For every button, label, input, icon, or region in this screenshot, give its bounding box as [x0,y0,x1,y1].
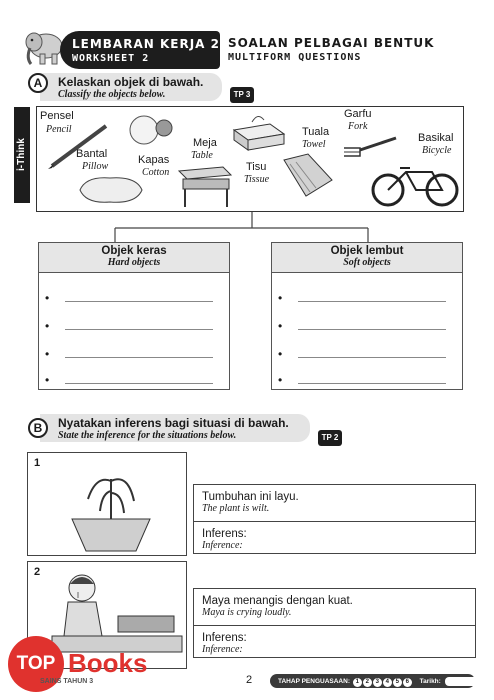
bullet: • [278,373,283,387]
object-label-en: Cotton [142,167,170,178]
inference-field[interactable] [194,626,475,657]
bullet: • [45,291,50,305]
answer-line[interactable] [298,383,446,384]
wilted-plant-icon [66,459,156,555]
hard-objects-box [38,242,230,390]
answer-line[interactable] [65,357,213,358]
object-label-en: Bicycle [422,145,452,156]
bullet: • [45,319,50,333]
inference-label: Inferens: [202,528,247,540]
level-circle[interactable]: 2 [363,678,372,687]
statement-text-en: Maya is crying loudly. [202,607,292,618]
object-label-en: Pencil [46,124,72,135]
situation-1-answer [193,484,476,554]
soft-objects-title-en: Soft objects [343,257,391,268]
topbooks-watermark [8,636,198,696]
mastery-bar [270,674,475,688]
statement-text-en: The plant is wilt. [202,503,270,514]
statement-row [194,485,475,522]
answer-line[interactable] [298,329,446,330]
inference-label-en: Inference: [202,540,243,551]
section-a-badge: A [28,73,48,93]
object-label: Garfu [344,108,372,120]
level-circle[interactable]: 4 [383,678,392,687]
watermark-top: TOP [8,636,64,692]
level-circle[interactable]: 1 [353,678,362,687]
bullet: • [278,319,283,333]
statement-text: Maya menangis dengan kuat. [202,595,353,607]
worksheet-title: LEMBARAN KERJA 2 [72,37,220,51]
date-label: Tarikh: [419,678,441,686]
bullet: • [45,347,50,361]
item-number: 2 [34,566,41,578]
bullet: • [45,373,50,387]
page-subtitle: SOALAN PELBAGAI BENTUK [228,36,435,50]
section-b-badge: B [28,418,48,438]
worksheet-title-en: WORKSHEET 2 [72,53,150,64]
object-label: Tisu [246,161,267,173]
section-b-header [40,414,310,442]
section-a-instruction: Kelaskan objek di bawah. [58,75,204,89]
mastery-label: TAHAP PENGUASAAN: [278,678,350,686]
bullet: • [278,291,283,305]
object-label: Bantal [76,148,108,160]
inference-field[interactable] [194,522,475,553]
answer-line[interactable] [65,329,213,330]
page-number: 2 [246,674,253,686]
bullet: • [278,347,283,361]
level-circle[interactable]: 5 [393,678,402,687]
answer-line[interactable] [65,301,213,302]
statement-row [194,589,475,626]
level-circle[interactable]: 3 [373,678,382,687]
object-label: Basikal [418,132,454,144]
situation-2-answer [193,588,476,658]
tp-badge-b: TP 2 [318,430,342,446]
section-b-instruction: Nyatakan inferens bagi situasi di bawah. [58,416,289,430]
object-label-en: Tissue [244,174,270,185]
object-label: Meja [193,137,217,149]
book-name: SAINS TAHUN 3 [40,678,94,685]
date-field[interactable] [445,677,489,686]
level-circle[interactable]: 6 [403,678,412,687]
tp-badge-a: TP 3 [230,87,254,103]
object-label-en: Towel [302,139,326,150]
inference-label: Inferens: [202,632,247,644]
hard-objects-title: Objek keras [101,245,167,257]
statement-text: Tumbuhan ini layu. [202,491,299,503]
object-label-en: Fork [348,121,368,132]
ithink-label: i-Think [14,107,30,203]
situation-1-picture [27,452,187,556]
section-b-instruction-en: State the inference for the situations below. [58,430,237,441]
soft-objects-header [272,243,462,273]
soft-objects-box [271,242,463,390]
object-label: Pensel [40,110,74,122]
object-label: Tuala [302,126,330,138]
soft-objects-title: Objek lembut [330,245,404,257]
object-label-en: Table [191,150,213,161]
watermark-books: Books [68,648,148,678]
hard-objects-title-en: Hard objects [107,257,161,268]
page-subtitle-en: MULTIFORM QUESTIONS [228,52,362,63]
hard-objects-header [39,243,229,273]
answer-line[interactable] [65,383,213,384]
object-label: Kapas [138,154,170,166]
inference-label-en: Inference: [202,644,243,655]
answer-line[interactable] [298,357,446,358]
item-number: 1 [34,457,41,469]
answer-line[interactable] [298,301,446,302]
section-a-instruction-en: Classify the objects below. [58,89,166,100]
object-label-en: Pillow [82,161,109,172]
